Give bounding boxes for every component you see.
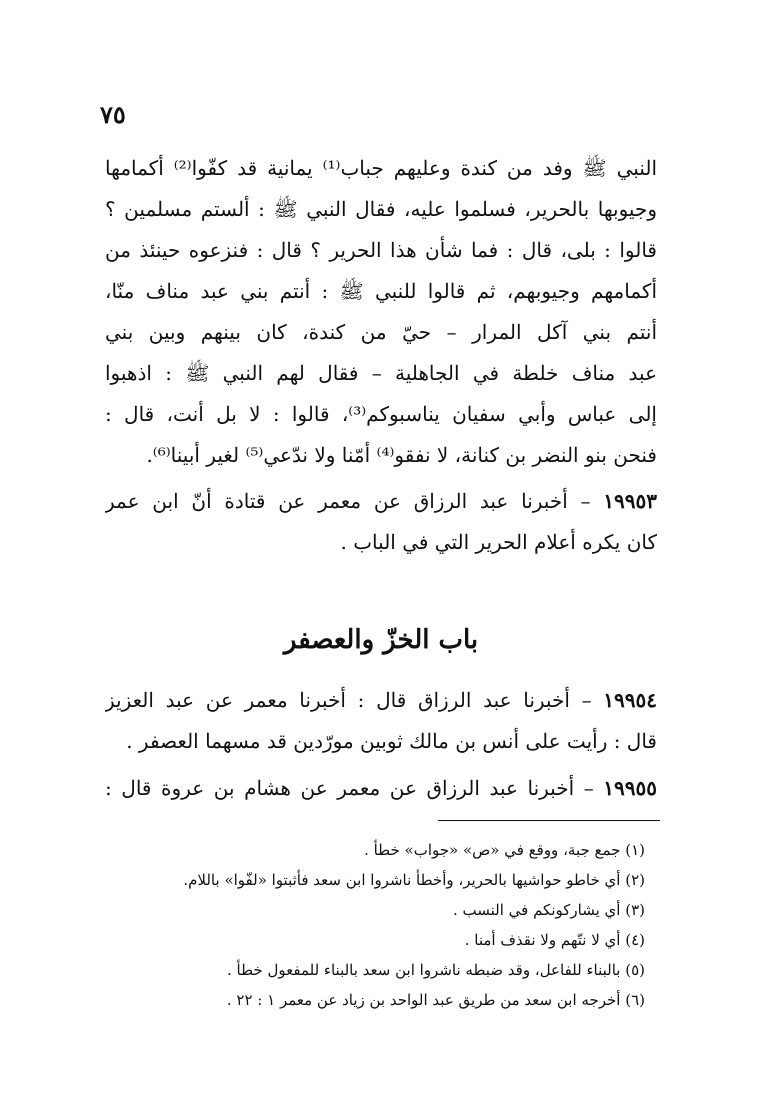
chapter-title: باب الخزّ والعصفر — [283, 625, 479, 655]
hadith-line: كان يكره أعلام الحرير التي في الباب . — [340, 530, 657, 554]
hadith-line — [105, 481, 657, 522]
hadith-number: ١٩٩٥٥ — [603, 776, 657, 800]
text-line: أنتم بني آكل المرار – حيّ من كندة، كان بينهم وبين بني — [105, 320, 657, 344]
hadith-19953 — [105, 481, 657, 563]
footnote-divider — [438, 820, 660, 821]
footnote: (٦) أخرجه ابن سعد من طريق عبد الواحد بن زياد عن معمر ١ : ٢٢ . — [226, 991, 645, 1009]
hadith-line: قال : رأيت على أنس بن مالك ثوبين مورّدين قد مسهما العصفر . — [126, 729, 657, 753]
text-line: وجيوبها بالحرير، فسلموا عليه، فقال النبي ﷺ : ألستم مسلمين ؟ — [105, 197, 657, 221]
page-number: ٧٥ — [100, 100, 126, 129]
footnote: (٤) أي لا نتّهم ولا نقذف أمنا . — [464, 931, 645, 949]
hadith-line — [105, 768, 657, 809]
footnotes — [105, 835, 645, 1015]
hadith-line — [105, 680, 657, 721]
footnote: (٢) أي خاطو حواشيها بالحرير، وأخطأ ناشروا ابن سعد فأثبتوا «لفّوا» باللام. — [183, 871, 645, 889]
hadith-text: – أخبرنا عبد الرزاق عن معمر عن هشام بن عروة قال : — [105, 776, 594, 800]
hadith-text: – أخبرنا عبد الرزاق عن معمر عن قتادة أنّ ابن عمر — [105, 489, 591, 513]
hadith-number: ١٩٩٥٤ — [603, 688, 657, 712]
text-line: فنحن بنو النضر بن كنانة، لا نفقو⁽⁴⁾ أمّنا ولا ندّعي⁽⁵⁾ لغير أبينا⁽⁶⁾. — [146, 443, 657, 467]
hadith-text: – أخبرنا عبد الرزاق قال : أخبرنا معمر عن عبد العزيز — [105, 688, 592, 712]
text-line: أكمامهم وجيوبهم، ثم قالوا للنبي ﷺ : أنتم بني عبد مناف منّا، — [105, 279, 657, 303]
footnote: (٥) بالبناء للفاعل، وقد ضبطه ناشروا ابن سعد بالبناء للمفعول خطأ . — [227, 961, 645, 979]
hadith-19954 — [105, 680, 657, 762]
text-line: عبد مناف خلطة في الجاهلية – فقال لهم النبي ﷺ : اذهبوا — [105, 361, 657, 385]
footnote: (١) جمع جبة، ووقع في «ص» «جواب» خطأ . — [364, 841, 645, 859]
main-text-block — [105, 148, 657, 476]
footnote: (٣) أي يشاركونكم في النسب . — [452, 901, 645, 919]
text-line: إلى عباس وأبي سفيان يناسبوكم⁽³⁾، قالوا : لا بل أنت، قال : — [105, 402, 657, 426]
text-line: النبي ﷺ وفد من كندة وعليهم جباب⁽¹⁾ يمانية قد كفّوا⁽²⁾ أكمامها — [105, 156, 657, 180]
text-line: قالوا : بلى، قال : فما شأن هذا الحرير ؟ قال : فنزعوه حينئذ من — [105, 238, 657, 262]
hadith-number: ١٩٩٥٣ — [603, 489, 657, 513]
hadith-19955 — [105, 768, 657, 809]
